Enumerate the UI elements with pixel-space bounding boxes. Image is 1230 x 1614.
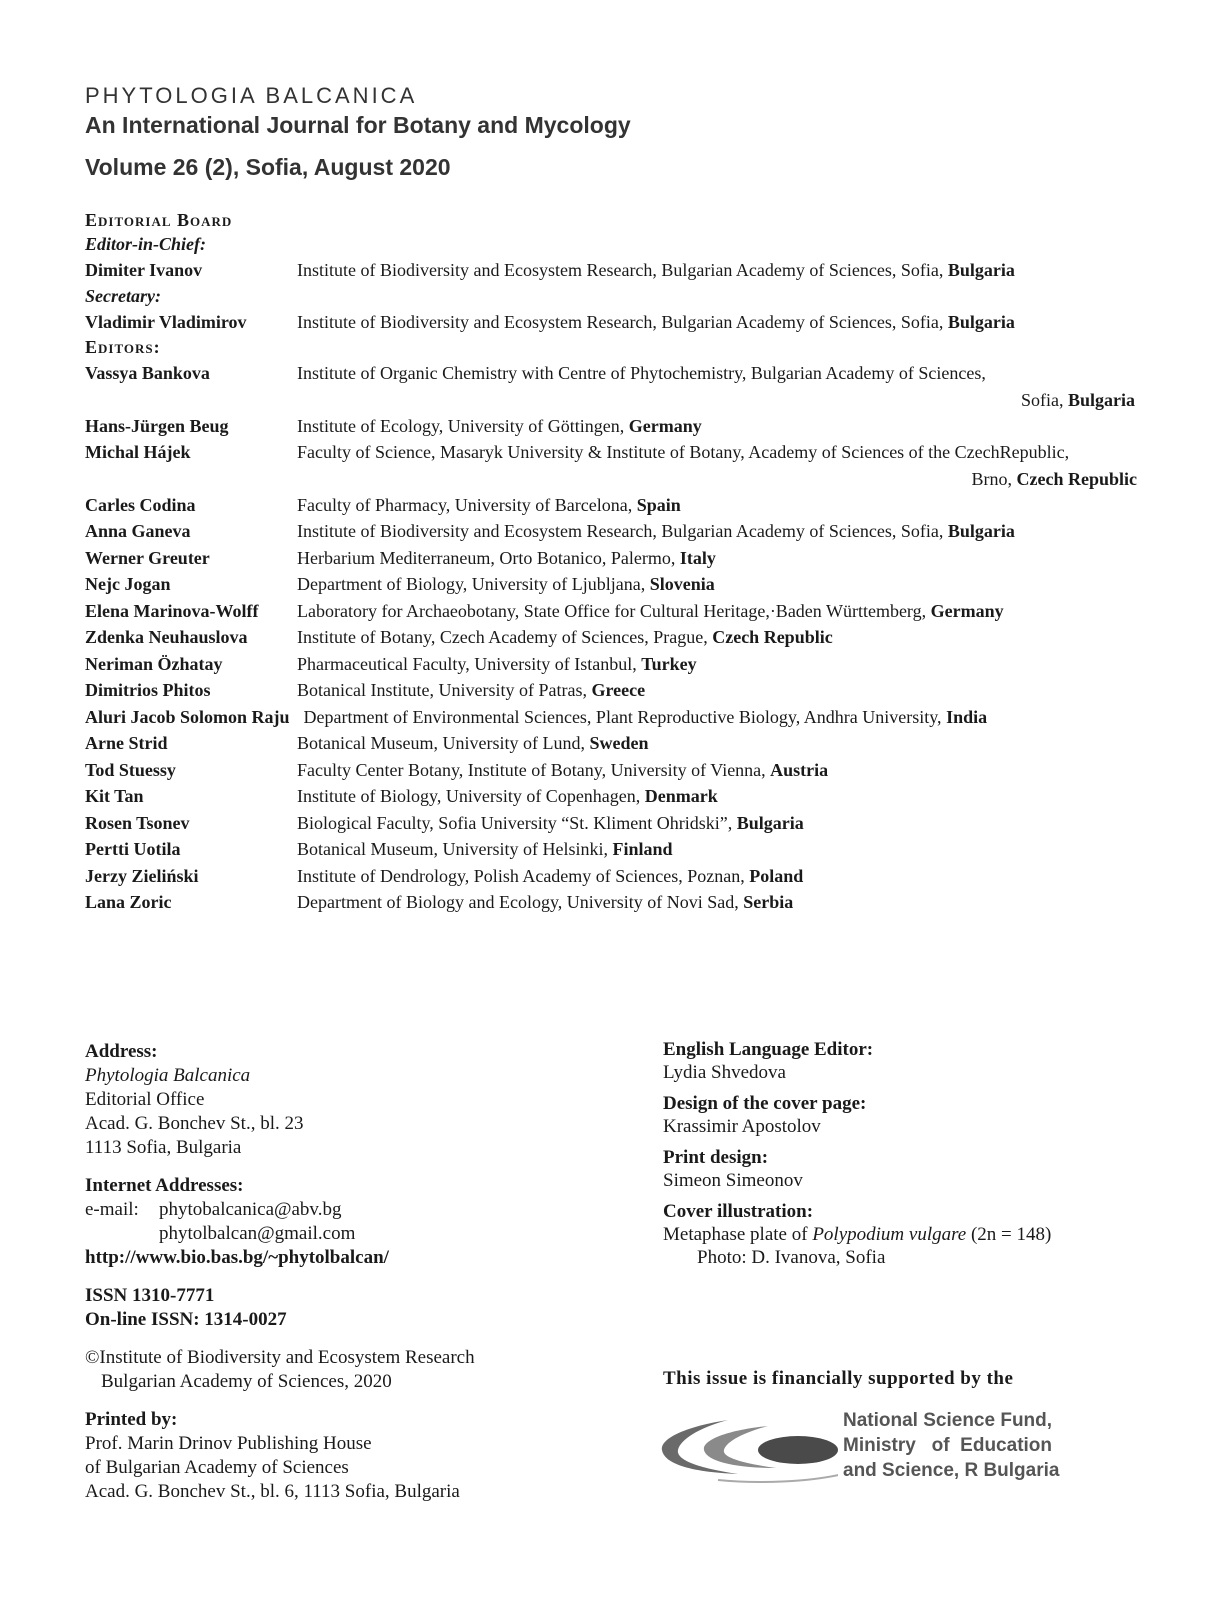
cover-illustration-label: Cover illustration:	[663, 1201, 814, 1222]
website-link[interactable]: http://www.bio.bas.bg/~phytolbalcan/	[85, 1247, 389, 1268]
member-name: Aluri Jacob Solomon Raju	[85, 706, 290, 727]
member-affiliation: Herbarium Mediterraneum, Orto Botanico, Palermo, Italy	[297, 547, 716, 568]
board-member	[85, 704, 1195, 731]
member-affiliation: Department of Biology and Ecology, University of Novi Sad, Serbia	[297, 892, 794, 912]
member-affiliation: Faculty of Science, Masaryk University & Institute of Botany, Academy of Sciences of the CzechRepublic,	[297, 442, 1070, 462]
member-country: India	[946, 706, 988, 727]
secretary-label: Secretary:	[85, 285, 161, 306]
board-member	[85, 492, 1195, 519]
member-affiliation: Botanical Museum, University of Helsinki, Finland	[297, 839, 673, 859]
member-affiliation-continued: Brno, Czech Republic	[971, 468, 1137, 489]
member-country: Poland	[749, 865, 804, 886]
member-name: Hans-Jürgen Beug	[85, 415, 229, 436]
member-country: Bulgaria	[947, 260, 1015, 280]
member-name: Anna Ganeva	[85, 521, 191, 541]
board-member	[85, 757, 1195, 784]
printer-line-2: of Bulgarian Academy of Sciences	[85, 1457, 349, 1478]
editorial-board	[85, 208, 1195, 916]
board-member	[85, 413, 1195, 440]
member-name: Elena Marinova-Wolff	[85, 600, 259, 621]
board-member	[85, 518, 1195, 545]
board-member	[85, 810, 1195, 837]
member-affiliation: Faculty Center Botany, Institute of Botany, University of Vienna, Austria	[297, 759, 829, 780]
address-label: Address:	[85, 1041, 158, 1062]
board-member	[85, 545, 1195, 572]
lang-editor-value: Lydia Shvedova	[663, 1062, 786, 1083]
member-affiliation: Department of Environmental Sciences, Plant Reproductive Biology, Andhra University, India	[303, 706, 988, 727]
member-affiliation: Institute of Ecology, University of Göttingen, Germany	[297, 415, 702, 436]
board-member	[85, 863, 1195, 890]
printer-line-3: Acad. G. Bonchev St., bl. 6, 1113 Sofia, Bulgaria	[85, 1481, 460, 1502]
member-country: Serbia	[743, 892, 794, 912]
member-affiliation: Department of Biology, University of Ljubljana, Slovenia	[297, 574, 715, 594]
logo-text: National Science Fund, Ministry of Education and Science, R Bulgaria	[843, 1410, 1060, 1481]
board-member	[85, 598, 1195, 625]
member-affiliation: Biological Faculty, Sofia University “St. Kliment Ohridski”, Bulgaria	[297, 812, 804, 833]
print-design-label: Print design:	[663, 1147, 769, 1168]
board-member	[85, 624, 1195, 651]
member-affiliation-continued: Sofia, Bulgaria	[1020, 389, 1135, 410]
member-affiliation: Pharmaceutical Faculty, University of Istanbul, Turkey	[297, 653, 697, 674]
member-country: Austria	[770, 759, 829, 780]
address-journal: Phytologia Balcanica	[85, 1065, 251, 1086]
lang-editor-label: English Language Editor:	[663, 1039, 874, 1060]
member-country: Czech Republic	[712, 627, 833, 647]
board-heading: Editorial Board	[85, 210, 233, 230]
member-country: Bulgaria	[947, 311, 1015, 332]
member-name: Vladimir Vladimirov	[85, 311, 247, 332]
member-name: Neriman Özhatay	[85, 653, 223, 674]
member-country: Finland	[612, 839, 673, 859]
member-name: Dimiter Ivanov	[85, 260, 203, 280]
member-affiliation: Institute of Dendrology, Polish Academy of Sciences, Poznan, Poland	[297, 865, 804, 886]
email-row	[85, 1198, 605, 1222]
cover-design-label: Design of the cover page:	[663, 1093, 867, 1114]
member-country: Slovenia	[649, 574, 715, 594]
email-link-2[interactable]: phytolbalcan@gmail.com	[159, 1223, 356, 1244]
print-design-value: Simeon Simeonov	[663, 1170, 803, 1191]
board-member	[85, 360, 1195, 387]
support-text: This issue is financially supported by the	[663, 1368, 1014, 1389]
member-country: Germany	[628, 415, 702, 436]
email-row	[85, 1222, 605, 1246]
member-name: Pertti Uotila	[85, 839, 181, 859]
board-member	[85, 571, 1195, 598]
cover-design-value: Krassimir Apostolov	[663, 1116, 821, 1137]
email-key: e-mail:	[85, 1199, 139, 1220]
member-name: Tod Stuessy	[85, 759, 176, 780]
address-office: Editorial Office	[85, 1089, 205, 1110]
credits-column	[663, 1038, 1123, 1269]
internet-label: Internet Addresses:	[85, 1175, 244, 1196]
member-name: Carles Codina	[85, 494, 196, 515]
board-member	[85, 836, 1195, 863]
chief-label: Editor-in-Chief:	[85, 234, 207, 254]
member-name: Werner Greuter	[85, 547, 210, 568]
member-affiliation: Botanical Institute, University of Patras, Greece	[297, 680, 646, 700]
member-name: Kit Tan	[85, 786, 144, 806]
member-country: Greece	[591, 680, 646, 700]
member-country: Germany	[930, 600, 1004, 621]
swoosh-logo-icon	[658, 1408, 838, 1488]
editors-label: Editors:	[85, 337, 161, 357]
member-affiliation: Institute of Biodiversity and Ecosystem Research, Bulgarian Academy of Sciences, Sofia, Bulgaria	[297, 260, 1015, 280]
board-member	[85, 783, 1195, 810]
board-member	[85, 309, 1195, 336]
member-country: Spain	[636, 494, 681, 515]
issn-online: On-line ISSN: 1314-0027	[85, 1309, 287, 1330]
member-country: Bulgaria	[947, 521, 1015, 541]
member-affiliation: Laboratory for Archaeobotany, State Office for Cultural Heritage,·Baden Württemberg, Germany	[297, 600, 1004, 621]
journal-subtitle: An International Journal for Botany and Mycology	[85, 112, 631, 138]
journal-volume: Volume 26 (2), Sofia, August 2020	[85, 154, 451, 180]
address-street: Acad. G. Bonchev St., bl. 23	[85, 1113, 304, 1134]
member-affiliation: Institute of Organic Chemistry with Centre of Phytochemistry, Bulgarian Academy of Sciences,	[297, 363, 986, 383]
member-name: Michal Hájek	[85, 442, 191, 462]
journal-name: PHYTOLOGIA BALCANICA	[85, 83, 418, 108]
printer-line-1: Prof. Marin Drinov Publishing House	[85, 1433, 372, 1454]
member-name: Arne Strid	[85, 733, 168, 753]
member-country: Turkey	[641, 653, 697, 674]
member-affiliation: Botanical Museum, University of Lund, Sweden	[297, 733, 649, 753]
board-member	[85, 439, 1195, 466]
printer-label: Printed by:	[85, 1409, 178, 1430]
member-name: Vassya Bankova	[85, 363, 210, 383]
board-member	[85, 651, 1195, 678]
member-name: Rosen Tsonev	[85, 812, 190, 833]
board-member	[85, 677, 1195, 704]
member-country: Denmark	[644, 786, 718, 806]
member-affiliation: Institute of Biodiversity and Ecosystem Research, Bulgarian Academy of Sciences, Sofia, Bulgaria	[297, 311, 1015, 332]
member-affiliation: Institute of Biology, University of Copenhagen, Denmark	[297, 786, 718, 806]
address-city: 1113 Sofia, Bulgaria	[85, 1137, 242, 1158]
cover-photo-credit: Photo: D. Ivanova, Sofia	[697, 1247, 886, 1268]
member-affiliation: Institute of Biodiversity and Ecosystem Research, Bulgarian Academy of Sciences, Sofia, Bulgaria	[297, 521, 1015, 541]
member-country: Bulgaria	[736, 812, 804, 833]
cover-illustration-value: Metaphase plate of Polypodium vulgare (2n = 148)	[663, 1224, 1052, 1245]
masthead	[85, 82, 631, 182]
member-name: Lana Zoric	[85, 892, 172, 912]
member-name: Dimitrios Phitos	[85, 680, 211, 700]
board-member	[85, 730, 1195, 757]
editors-list	[85, 360, 1195, 916]
member-affiliation: Faculty of Pharmacy, University of Barcelona, Spain	[297, 494, 681, 515]
board-member	[85, 889, 1195, 916]
issn-print: ISSN 1310-7771	[85, 1285, 215, 1306]
national-science-fund-logo	[658, 1408, 1128, 1488]
email-link-1[interactable]: phytobalcanica@abv.bg	[159, 1199, 342, 1220]
copyright-line-1: ©Institute of Biodiversity and Ecosystem Research	[85, 1347, 475, 1368]
member-name: Zdenka Neuhauslova	[85, 627, 248, 647]
member-country: Italy	[679, 547, 716, 568]
copyright-line-2: Bulgarian Academy of Sciences, 2020	[101, 1371, 392, 1392]
member-affiliation: Institute of Botany, Czech Academy of Sciences, Prague, Czech Republic	[297, 627, 833, 647]
member-name: Nejc Jogan	[85, 574, 171, 594]
member-name: Jerzy Zieliński	[85, 865, 199, 886]
address-column	[85, 1040, 605, 1504]
board-member	[85, 257, 1195, 284]
member-country: Sweden	[589, 733, 649, 753]
